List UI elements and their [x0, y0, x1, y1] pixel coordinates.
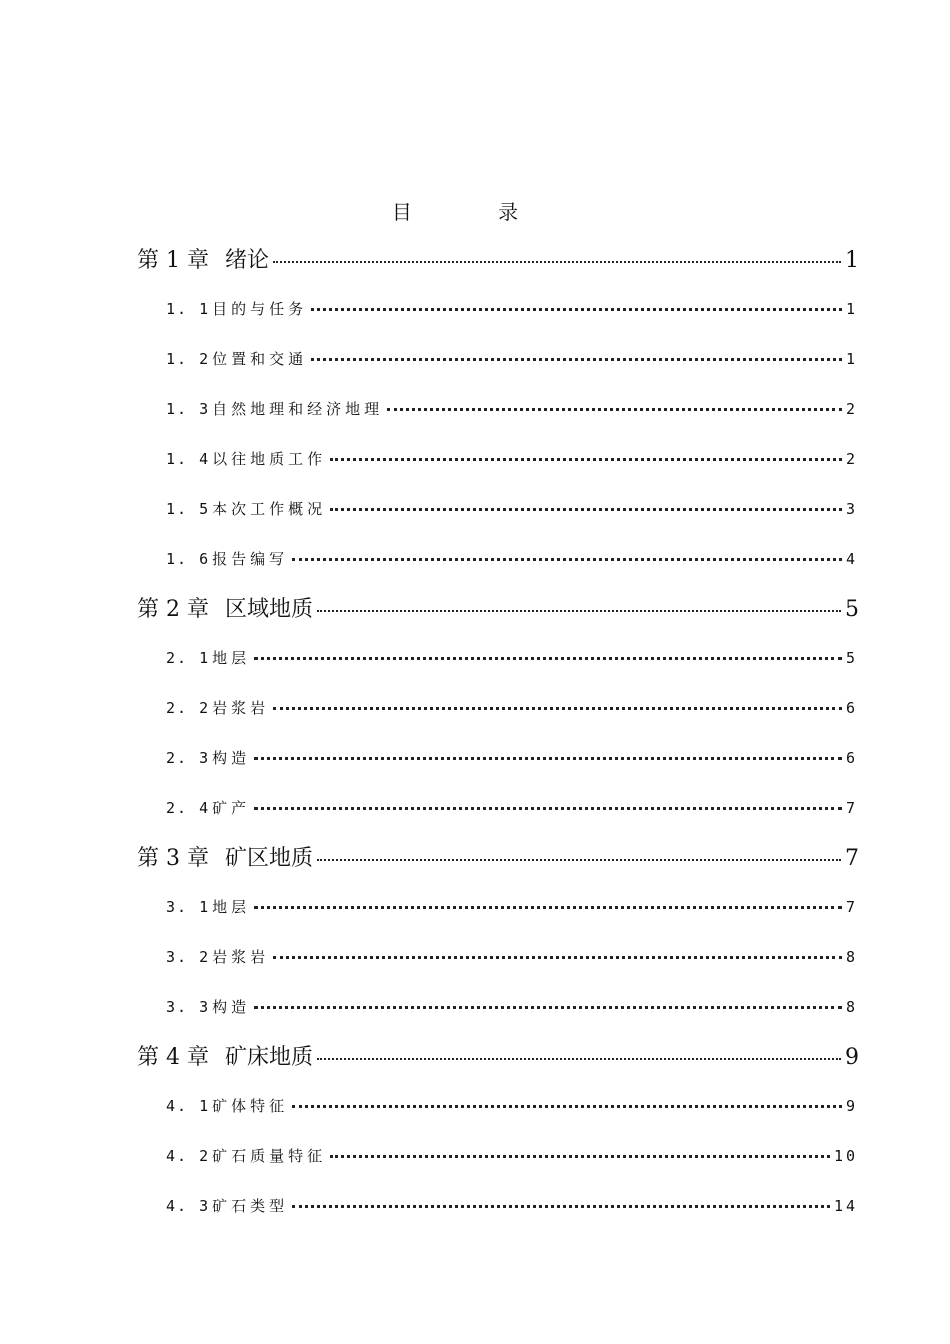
dot-leader — [311, 349, 842, 364]
section-number: 3. 3 — [166, 998, 211, 1016]
section-title: 以往地质工作 — [212, 450, 327, 468]
section-number: 2. 4 — [166, 799, 211, 817]
toc-section-1-3[interactable] — [166, 398, 858, 422]
page-number: 1 — [845, 248, 859, 273]
toc-chapter-3[interactable] — [137, 841, 859, 873]
toc-chapter-2[interactable] — [137, 592, 859, 624]
section-title: 自然地理和经济地理 — [212, 400, 384, 418]
toc-section-3-1[interactable] — [166, 896, 858, 920]
chapter-label: 第 4 章 — [137, 1045, 209, 1070]
page-number: 5 — [845, 597, 859, 622]
page-number: 6 — [845, 749, 858, 767]
section-number: 1. 5 — [166, 500, 211, 518]
chapter-title: 区域地质 — [224, 597, 313, 622]
page-number: 5 — [845, 649, 858, 667]
toc-section-1-1[interactable] — [166, 298, 858, 322]
section-title: 目的与任务 — [212, 300, 308, 318]
toc-section-1-2[interactable] — [166, 348, 858, 372]
dot-leader — [330, 499, 842, 514]
section-title: 矿石质量特征 — [212, 1147, 327, 1165]
dot-leader — [273, 245, 841, 267]
toc-chapter-1[interactable] — [137, 243, 859, 275]
section-number: 1. 1 — [166, 300, 211, 318]
toc-section-4-3[interactable] — [166, 1195, 858, 1219]
dot-leader — [317, 594, 841, 616]
section-title: 矿产 — [212, 799, 251, 817]
chapter-label: 第 1 章 — [137, 248, 209, 273]
toc-section-4-1[interactable] — [166, 1095, 858, 1119]
page-number: 3 — [845, 500, 858, 518]
dot-leader — [254, 748, 842, 763]
page-number: 7 — [845, 846, 859, 871]
dot-leader — [292, 1096, 842, 1111]
chapter-title: 矿区地质 — [224, 846, 313, 871]
page-number: 8 — [845, 948, 858, 966]
section-number: 2. 1 — [166, 649, 211, 667]
dot-leader — [254, 997, 842, 1012]
section-number: 1. 3 — [166, 400, 211, 418]
toc-section-1-4[interactable] — [166, 448, 858, 472]
section-number: 4. 2 — [166, 1147, 211, 1165]
dot-leader — [330, 449, 842, 464]
toc-section-1-5[interactable] — [166, 498, 858, 522]
toc-chapter-4[interactable] — [137, 1040, 859, 1072]
toc-section-2-4[interactable] — [166, 797, 858, 821]
toc-section-1-6[interactable] — [166, 548, 858, 572]
page-number: 7 — [845, 898, 858, 916]
section-number: 4. 1 — [166, 1097, 211, 1115]
toc-section-3-2[interactable] — [166, 946, 858, 970]
section-number: 4. 3 — [166, 1197, 211, 1215]
chapter-label: 第 3 章 — [137, 846, 209, 871]
section-number: 1. 2 — [166, 350, 211, 368]
section-title: 构造 — [212, 749, 251, 767]
dot-leader — [292, 549, 842, 564]
page-number: 1 — [845, 300, 858, 318]
dot-leader — [311, 299, 842, 314]
section-title: 矿体特征 — [212, 1097, 289, 1115]
dot-leader — [292, 1196, 830, 1211]
page-number: 9 — [845, 1045, 859, 1070]
page-number: 2 — [845, 400, 858, 418]
section-number: 2. 3 — [166, 749, 211, 767]
toc-section-3-3[interactable] — [166, 996, 858, 1020]
section-title: 地层 — [212, 898, 251, 916]
section-number: 3. 2 — [166, 948, 211, 966]
toc-section-4-2[interactable] — [166, 1145, 858, 1169]
toc-section-2-2[interactable] — [166, 697, 858, 721]
section-title: 地层 — [212, 649, 251, 667]
dot-leader — [254, 897, 842, 912]
page-number: 2 — [845, 450, 858, 468]
toc-section-2-3[interactable] — [166, 747, 858, 771]
section-number: 3. 1 — [166, 898, 211, 916]
section-title: 位置和交通 — [212, 350, 308, 368]
section-title: 报告编写 — [212, 550, 289, 568]
dot-leader — [317, 843, 841, 865]
dot-leader — [273, 947, 842, 962]
page-number: 7 — [845, 799, 858, 817]
section-title: 岩浆岩 — [212, 948, 270, 966]
section-title: 构造 — [212, 998, 251, 1016]
chapter-label: 第 2 章 — [137, 597, 209, 622]
chapter-title: 矿床地质 — [224, 1045, 313, 1070]
dot-leader — [387, 399, 842, 414]
section-number: 1. 6 — [166, 550, 211, 568]
page-number: 6 — [845, 699, 858, 717]
page-number: 1 — [845, 350, 858, 368]
dot-leader — [254, 648, 842, 663]
section-title: 本次工作概况 — [212, 500, 327, 518]
section-title: 矿石类型 — [212, 1197, 289, 1215]
dot-leader — [273, 698, 842, 713]
page-number: 8 — [845, 998, 858, 1016]
toc-title: 目 录 — [391, 200, 559, 224]
section-title: 岩浆岩 — [212, 699, 270, 717]
section-number: 1. 4 — [166, 450, 211, 468]
page-number: 9 — [845, 1097, 858, 1115]
dot-leader — [317, 1042, 841, 1064]
page-number: 14 — [833, 1197, 858, 1215]
section-number: 2. 2 — [166, 699, 211, 717]
page-number: 10 — [833, 1147, 858, 1165]
toc-section-2-1[interactable] — [166, 647, 858, 671]
dot-leader — [254, 798, 842, 813]
chapter-title: 绪论 — [224, 248, 269, 273]
dot-leader — [330, 1146, 830, 1161]
page-number: 4 — [845, 550, 858, 568]
